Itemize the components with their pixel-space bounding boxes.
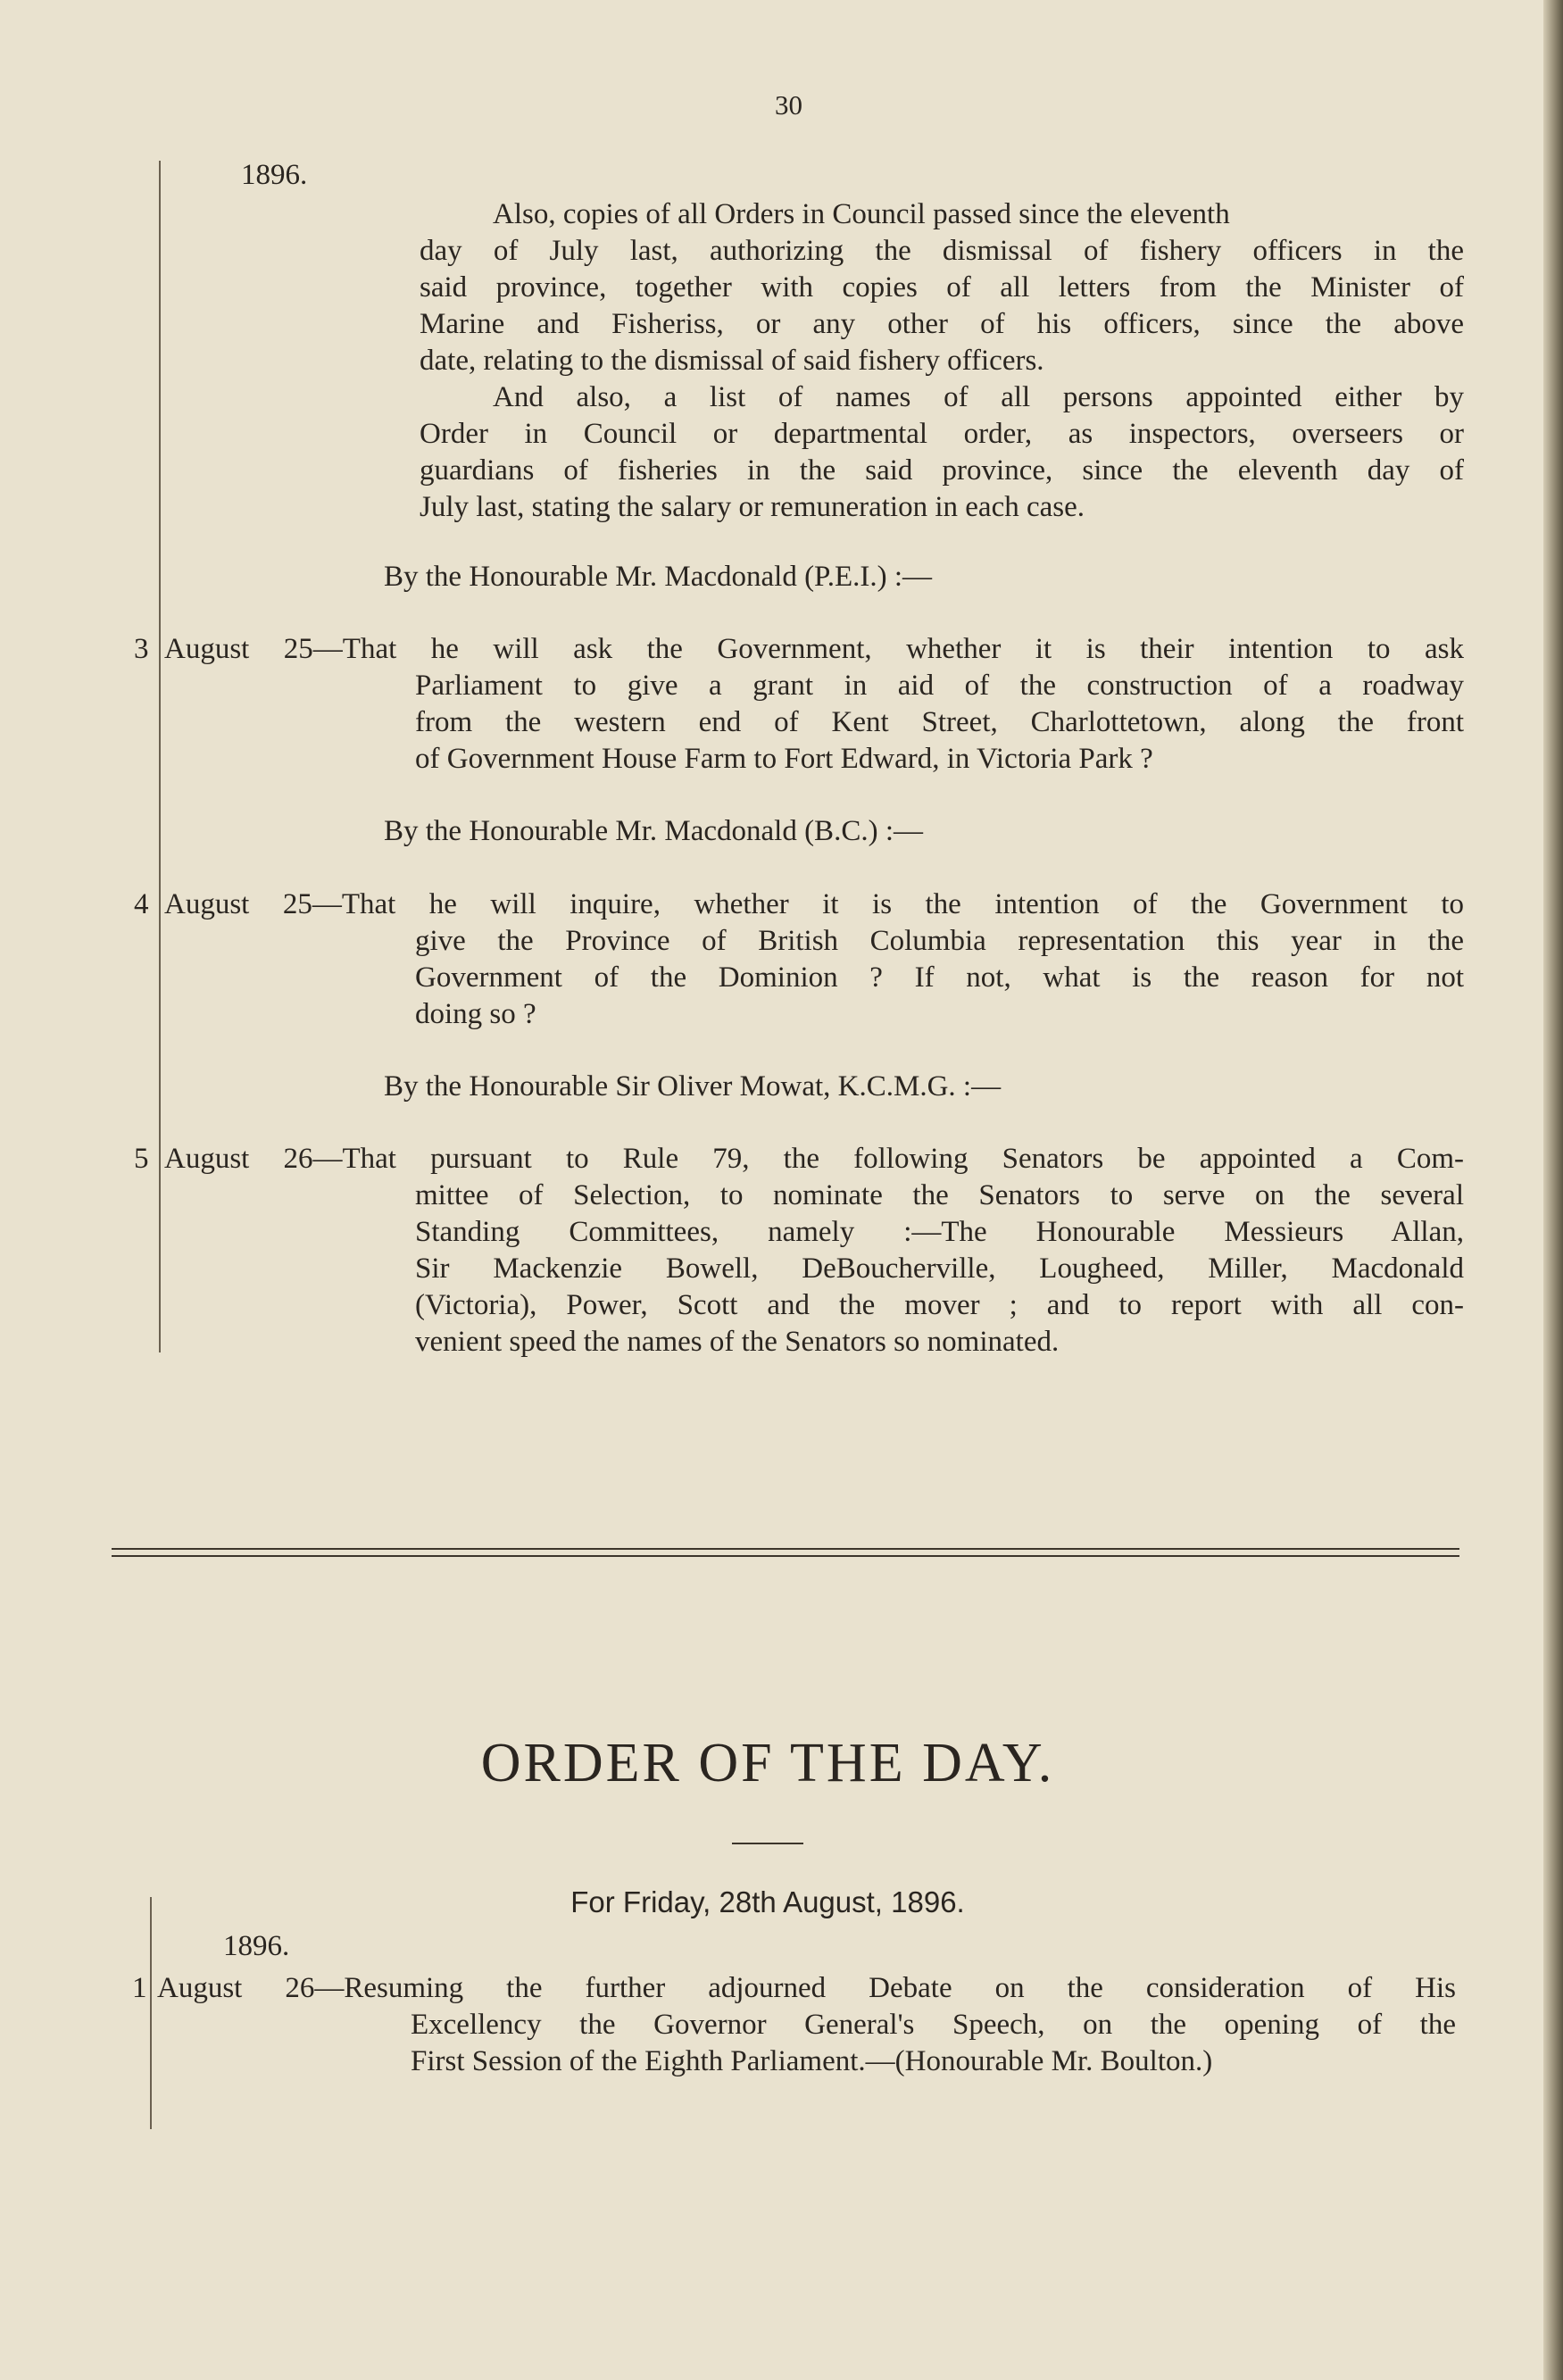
motion-mover: By the Honourable Mr. Macdonald (B.C.) :— — [384, 815, 923, 847]
text-line: And also, a list of names of all persons appointed either by — [493, 381, 1464, 413]
text-line: Parliament to give a grant in aid of the construction of a roadway — [415, 670, 1464, 702]
year-label: 1896. — [223, 1930, 290, 1962]
year-label: 1896. — [241, 159, 308, 191]
text-line: Excellency the Governor General's Speech, on the opening of the — [411, 2009, 1456, 2041]
motion-number: 3 — [134, 633, 149, 665]
text-line: give the Province of British Columbia representation this year in the — [415, 925, 1464, 957]
text-line: venient speed the names of the Senators so nominated. — [415, 1326, 1060, 1358]
motion-number: 5 — [134, 1143, 149, 1175]
margin-rule — [159, 161, 161, 1352]
page-edge-shadow — [1543, 0, 1563, 2380]
text-line: Also, copies of all Orders in Council passed since the eleventh — [493, 198, 1230, 230]
text-line: said province, together with copies of all letters from the Minister of — [420, 271, 1464, 304]
text-line: August 25—That he will inquire, whether it is the intention of the Government to — [164, 888, 1464, 920]
text-line: day of July last, authorizing the dismissal of fishery officers in the — [420, 235, 1464, 267]
text-line: (Victoria), Power, Scott and the mover ; and to report with all con- — [415, 1289, 1464, 1321]
text-line: First Session of the Eighth Parliament.—(Honourable Mr. Boulton.) — [411, 2045, 1213, 2077]
order-date-subheading: For Friday, 28th August, 1896. — [570, 1885, 965, 1918]
page-number: 30 — [775, 89, 802, 121]
text-line: August 25—That he will ask the Government, whether it is their intention to ask — [164, 633, 1464, 665]
text-line: Order in Council or departmental order, as inspectors, overseers or — [420, 418, 1464, 450]
text-line: mittee of Selection, to nominate the Senators to serve on the several — [415, 1179, 1464, 1211]
text-line: Sir Mackenzie Bowell, DeBoucherville, Lougheed, Miller, Macdonald — [415, 1252, 1464, 1285]
section-divider-bottom — [112, 1555, 1459, 1557]
motion-mover: By the Honourable Mr. Macdonald (P.E.I.) :— — [384, 561, 933, 593]
text-line: August 26—Resuming the further adjourned Debate on the consideration of His — [157, 1972, 1456, 2004]
text-line: doing so ? — [415, 998, 536, 1030]
text-line: Government of the Dominion ? If not, what is the reason for not — [415, 961, 1464, 994]
text-line: July last, stating the salary or remuneration in each case. — [420, 491, 1085, 523]
order-of-the-day-heading: ORDER OF THE DAY. — [480, 1733, 1055, 1793]
heading-dash — [732, 1843, 803, 1844]
text-line: date, relating to the dismissal of said fishery officers. — [420, 345, 1044, 377]
item-number: 1 — [132, 1972, 147, 2004]
motion-number: 4 — [134, 888, 149, 920]
margin-rule-bottom — [150, 1897, 152, 2129]
motion-mover: By the Honourable Sir Oliver Mowat, K.C.M.G. :— — [384, 1070, 1002, 1103]
text-line: Marine and Fisheriss, or any other of his officers, since the above — [420, 308, 1464, 340]
text-line: of Government House Farm to Fort Edward, in Victoria Park ? — [415, 743, 1153, 775]
text-line: from the western end of Kent Street, Charlottetown, along the front — [415, 706, 1464, 738]
text-line: August 26—That pursuant to Rule 79, the following Senators be appointed a Com- — [164, 1143, 1464, 1175]
section-divider-top — [112, 1548, 1459, 1550]
text-line: Standing Committees, namely :—The Honourable Messieurs Allan, — [415, 1216, 1464, 1248]
text-line: guardians of fisheries in the said province, since the eleventh day of — [420, 454, 1464, 487]
